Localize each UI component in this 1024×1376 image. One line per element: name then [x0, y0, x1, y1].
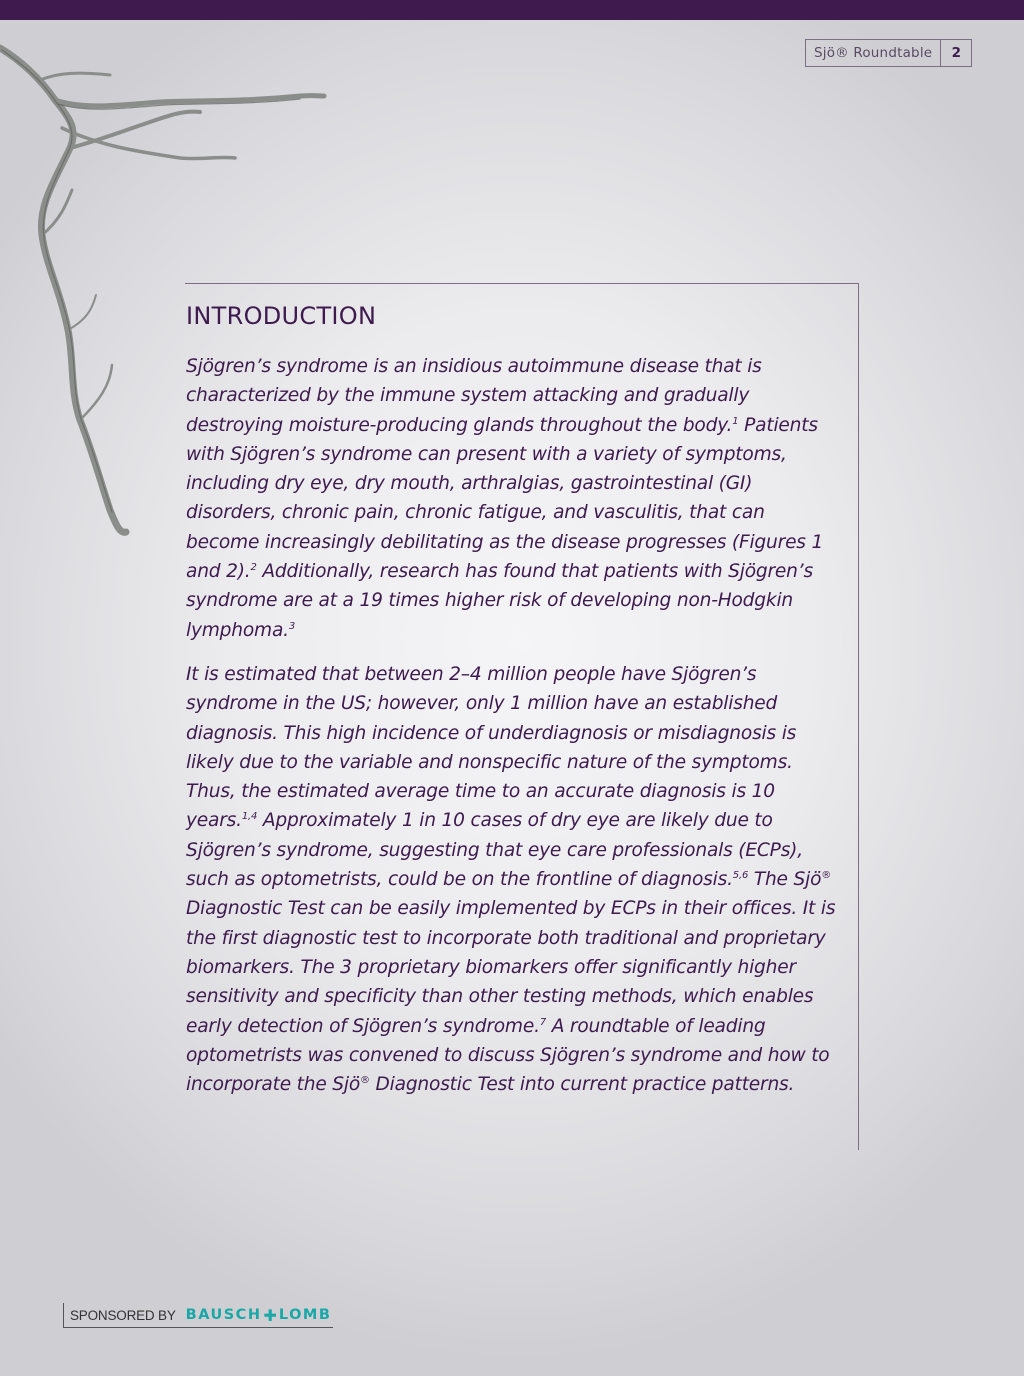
reference-superscript: 5,6 — [732, 869, 749, 881]
paragraph-text: Patients with Sjögren’s syndrome can present with a variety of symptoms, including dry eye, dry mouth, arthralgias, gastrointestinal (GI) disorders, chronic pain, chronic fatigue, and vasculitis, that can become increasingly debilitating as the disease progresses (Figures 1 and 2). — [186, 414, 824, 583]
introduction-section — [186, 302, 836, 1114]
paragraph-text: The Sjö — [748, 869, 822, 891]
sponsor-label: SPONSORED BY — [70, 1307, 176, 1323]
reference-superscript: ® — [821, 869, 832, 881]
reference-superscript: 1 — [732, 415, 739, 427]
reference-superscript: 7 — [539, 1016, 546, 1028]
logo-word-right: LOMB — [278, 1307, 332, 1323]
reference-superscript: 2 — [250, 561, 257, 573]
paragraph — [186, 352, 836, 645]
plus-icon: ✚ — [263, 1305, 277, 1325]
logo-word-left: BAUSCH — [185, 1307, 262, 1323]
paragraph-text: It is estimated that between 2–4 million people have Sjögren’s syndrome in the US; however, only 1 million have an established diagnosis. This high incidence of underdiagnosis or misdiagnosis is likely due to the variable and nonspecific nature of the symptoms. Thus, the estimated average time to an accurate diagnosis is 10 years. — [186, 663, 797, 832]
paragraph-text: Diagnostic Test into current practice patterns. — [369, 1074, 795, 1096]
running-header — [805, 39, 972, 67]
paragraph-text: Approximately 1 in 10 cases of dry eye are likely due to Sjögren’s syndrome, suggesting that eye care professionals (ECPs), such as optometrists, could be on the frontline of diagnosis. — [186, 810, 803, 891]
bausch-lomb-logo — [186, 1306, 332, 1325]
reference-superscript: 3 — [288, 620, 296, 632]
content-box-top-rule — [185, 283, 859, 284]
paragraph-text: Diagnostic Test can be easily implemented by ECPs in their offices. It is the first diagnostic test to incorporate both traditional and proprietary biomarkers. The 3 proprietary biomarkers offer significantly higher sensitivity and specificity than other testing methods, which enables early detection of Sjögren’s syndrome. — [186, 898, 836, 1037]
reference-superscript: 1,4 — [241, 811, 258, 823]
section-heading: INTRODUCTION — [186, 302, 377, 330]
paragraph-text: Additionally, research has found that patients with Sjögren’s syndrome are at a 19 times higher risk of developing non-Hodgkin lymphoma. — [186, 561, 813, 641]
header-title: Sjö® Roundtable — [814, 45, 933, 61]
paragraph-text: Sjögren’s syndrome is an insidious autoimmune disease that is characterized by the immune system attacking and gradually destroying moisture-producing glands throughout the body. — [186, 356, 762, 436]
top-color-bar — [0, 0, 1024, 20]
content-box-right-rule — [858, 283, 859, 1150]
sponsor-credit — [63, 1303, 333, 1328]
paragraph — [186, 660, 836, 1099]
paragraph-text: A roundtable of leading optometrists was convened to discuss Sjögren’s syndrome and how to incorporate the Sjö — [186, 1015, 830, 1096]
reference-superscript: ® — [360, 1074, 370, 1086]
page-number: 2 — [940, 40, 971, 66]
